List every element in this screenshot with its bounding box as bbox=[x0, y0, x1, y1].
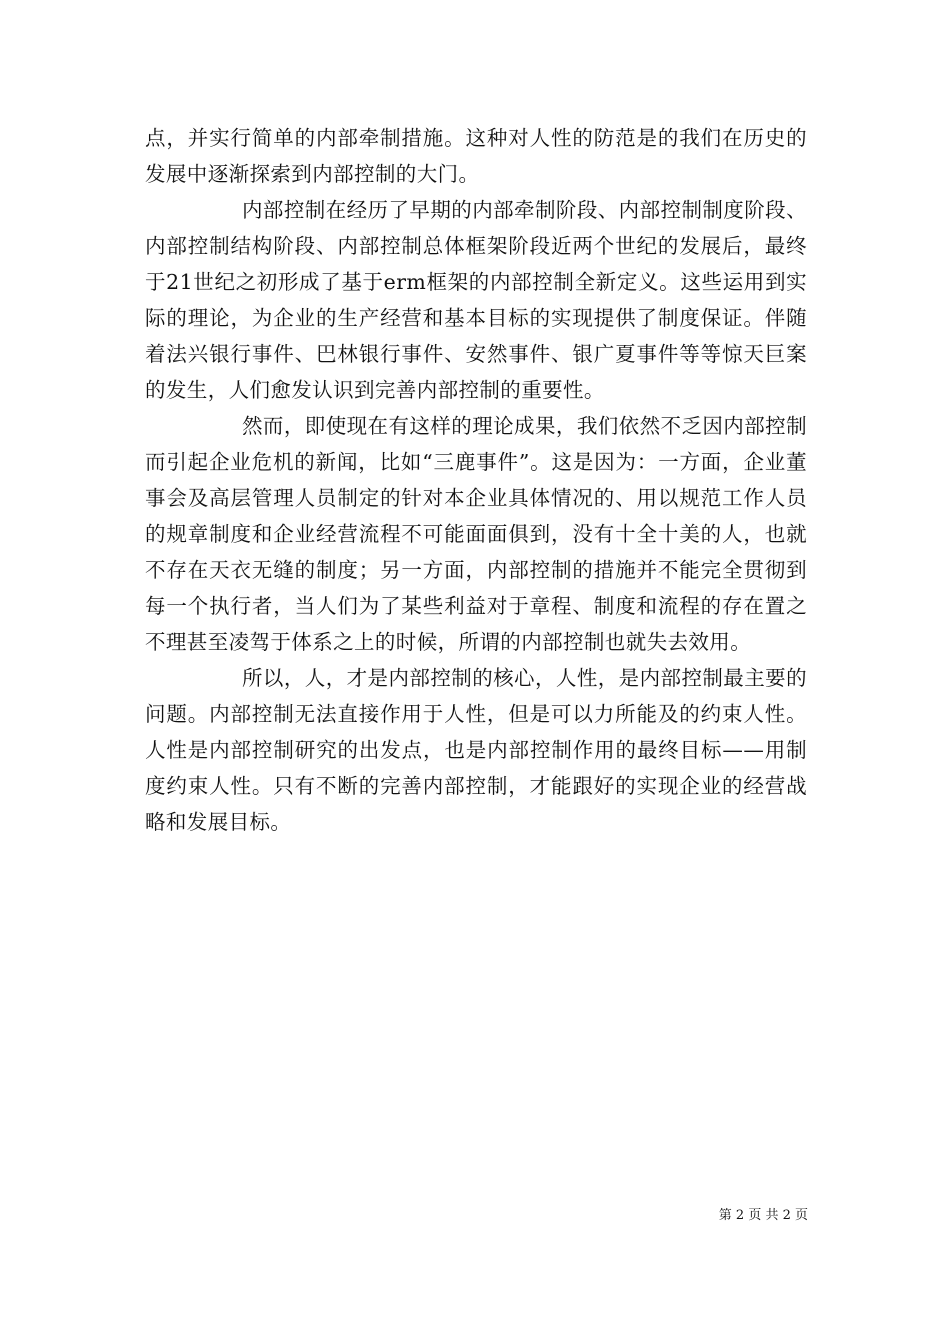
paragraph-continuation: 点，并实行简单的内部牵制措施。这种对人性的防范是的我们在历史的发展中逐渐探索到内部控制的大门。 bbox=[145, 126, 807, 186]
document-body bbox=[145, 120, 807, 840]
page-number-footer: 第 2 页 共 2 页 bbox=[718, 1208, 808, 1223]
paragraph-crisis: 然而，即使现在有这样的理论成果，我们依然不乏因内部控制而引起企业危机的新闻，比如“三鹿事件”。这是因为：一方面，企业董事会及高层管理人员制定的针对本企业具体情况的、用以规范工作人员的规章制度和企业经营流程不可能面面俱到，没有十全十美的人，也就不存在天衣无缝的制度；另一方面，内部控制的措施并不能完全贯彻到每一个执行者，当人们为了某些利益对于章程、制度和流程的存在置之不理甚至凌驾于体系之上的时候，所谓的内部控制也就失去效用。 bbox=[145, 414, 807, 654]
paragraph-conclusion: 所以，人，才是内部控制的核心，人性，是内部控制最主要的问题。内部控制无法直接作用于人性，但是可以力所能及的约束人性。人性是内部控制研究的出发点，也是内部控制作用的最终目标——用制度约束人性。只有不断的完善内部控制，才能跟好的实现企业的经营战略和发展目标。 bbox=[145, 666, 807, 834]
paragraph-history: 内部控制在经历了早期的内部牵制阶段、内部控制制度阶段、内部控制结构阶段、内部控制总体框架阶段近两个世纪的发展后，最终于21世纪之初形成了基于erm框架的内部控制全新定义。这些运用到实际的理论，为企业的生产经营和基本目标的实现提供了制度保证。伴随着法兴银行事件、巴林银行事件、安然事件、银广夏事件等等惊天巨案的发生，人们愈发认识到完善内部控制的重要性。 bbox=[145, 198, 807, 402]
